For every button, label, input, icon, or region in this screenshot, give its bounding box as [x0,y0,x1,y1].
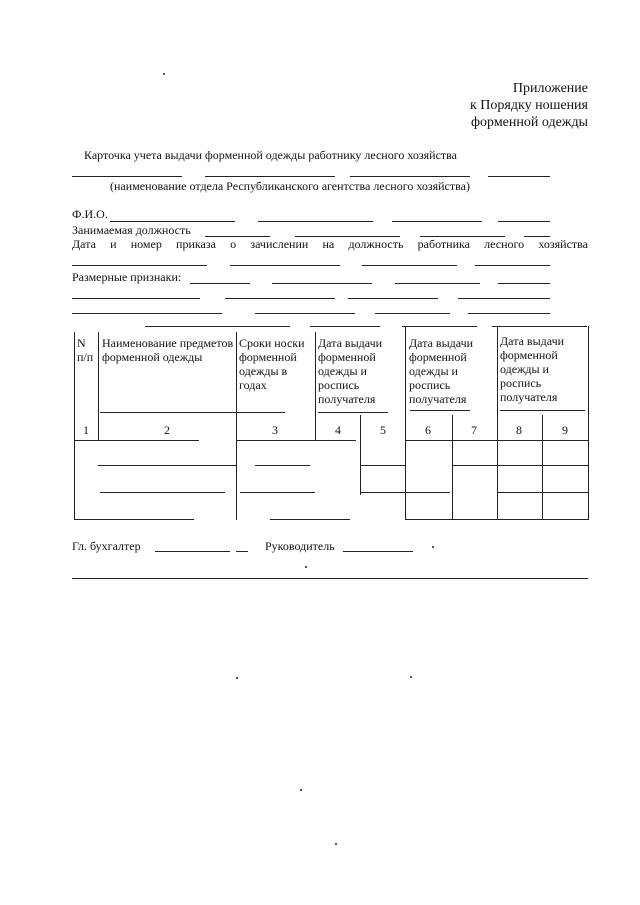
table-col-divider-7 [497,326,498,520]
table-bottom-border-1 [74,519,194,520]
size-line-6 [225,298,335,299]
header-term: Сроки носки форменной одежды в годах [239,336,305,392]
col-number-2: 2 [164,423,170,437]
table-header-bottom-1 [100,412,285,413]
department-line-1 [72,176,182,177]
accountant-signature-line-1 [155,551,230,552]
size-line-12 [468,313,550,314]
accountant-label: Гл. бухгалтер [72,539,141,553]
size-line-9 [72,313,222,314]
header-issue-3: Дата выдачи форменной одежды и роспись получателя [500,334,565,404]
scan-speck [410,676,412,678]
table-row-line-4 [452,465,588,466]
size-line-2 [272,283,372,284]
col-number-9: 9 [562,423,568,437]
department-line-4 [488,176,550,177]
size-line-5 [72,298,200,299]
table-header-bottom-4 [500,410,585,411]
size-line-10 [255,313,355,314]
scan-speck [300,789,302,791]
table-left-border [74,332,75,520]
col-number-6: 6 [425,423,431,437]
table-col-divider-8 [542,415,543,520]
department-caption: (наименование отдела Республиканского агентства лесного хозяйства) [110,179,470,193]
fio-label: Ф.И.О. [72,207,108,221]
appendix-line-1: Приложение [512,81,588,96]
position-label: Занимаемая должность [72,223,191,237]
col-number-1: 1 [83,423,89,437]
fio-line-4 [498,221,550,222]
table-col-divider-5 [405,326,406,520]
size-line-7 [348,298,438,299]
size-line-1 [190,283,250,284]
table-bottom-border-2 [270,519,350,520]
table-numrow-bottom-3 [405,440,588,441]
fio-line-2 [258,221,373,222]
col-number-7: 7 [471,423,477,437]
department-line-2 [205,176,335,177]
table-row-line-6 [240,492,315,493]
fio-line-3 [392,221,482,222]
scan-speck [305,566,307,568]
table-numrow-bottom-1 [74,440,199,441]
table-right-border [588,326,589,520]
accountant-signature-line-2 [236,551,248,552]
table-top-border-2 [310,326,380,327]
col-number-3: 3 [272,423,278,437]
col-number-5: 5 [380,423,386,437]
order-line-3 [362,265,457,266]
col-number-8: 8 [516,423,522,437]
department-line-3 [350,176,470,177]
scan-speck [236,677,238,679]
col-number-4: 4 [335,423,341,437]
header-issue-1: Дата выдачи форменной одежды и роспись получателя [318,336,383,406]
table-col-divider-1 [98,332,99,440]
appendix-header [470,80,588,131]
scan-speck [335,843,337,845]
size-label: Размерные признаки: [72,270,182,284]
appendix-line-2: к Порядку ношения [470,98,588,113]
table-row-line-1 [98,465,236,466]
header-issue-2: Дата выдачи форменной одежды и роспись получателя [409,336,474,406]
table-top-border-4 [492,326,587,327]
table-row-line-3 [360,465,405,466]
order-line-4 [475,265,550,266]
table-header-bottom-3 [410,410,470,411]
table-row-line-8 [497,492,588,493]
appendix-line-3: форменной одежды [470,115,588,130]
size-line-3 [395,283,480,284]
scan-speck [432,546,434,548]
fio-line-1 [110,221,235,222]
table-col-divider-2 [236,332,237,520]
table-bottom-border-3 [405,519,588,520]
table-top-border-3 [402,326,477,327]
order-label: Дата и номер приказа о зачислении на должность работника лесного хозяйства [72,237,588,251]
table-numrow-bottom-2 [236,440,356,441]
size-line-4 [498,283,550,284]
header-num: N п/п [77,336,94,364]
order-line-1 [72,265,207,266]
header-name: Наименование предметов форменной одежды [102,336,234,364]
table-col-divider-3 [315,332,316,440]
bottom-rule [72,578,588,579]
table-row-line-2 [255,465,310,466]
table-header-bottom-2 [318,412,388,413]
table-row-line-7 [360,492,450,493]
size-line-8 [458,298,550,299]
card-title: Карточка учета выдачи форменной одежды работнику лесного хозяйства [84,148,457,162]
order-line-2 [230,265,340,266]
table-row-line-5 [100,492,225,493]
table-col-divider-6 [452,415,453,520]
head-label: Руководитель [265,539,335,553]
table-top-border-1 [145,326,290,327]
head-signature-line [343,551,413,552]
scan-speck [163,73,165,75]
table-col-divider-4 [360,415,361,495]
size-line-11 [375,313,450,314]
